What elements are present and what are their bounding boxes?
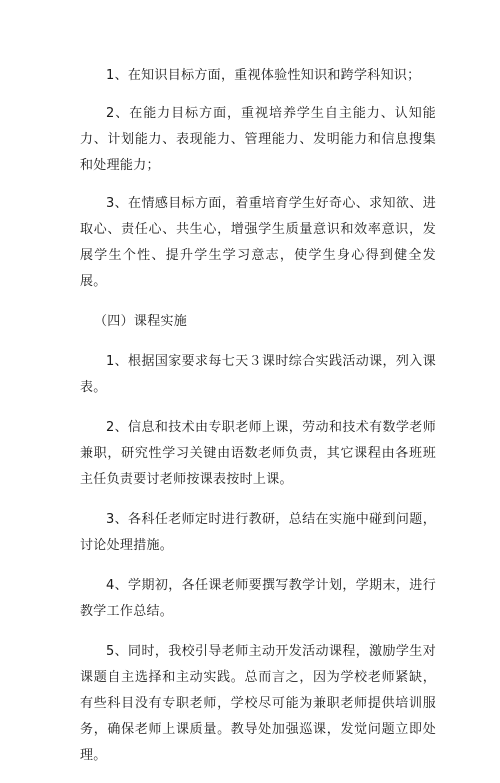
paragraph-emotion-goal: 3、在情感目标方面，着重培育学生好奇心、求知欲、进取心、责任心、共生心，增强学生质量意识和效率意识，发展学生个性、提升学生学习意志，使学生身心得到健全发展。 <box>80 196 436 289</box>
paragraph-knowledge-goal: 1、在知识目标方面，重视体验性知识和跨学科知识； <box>106 68 421 83</box>
paragraph-ability-goal: 2、在能力目标方面，重视培养学生自主能力、认知能力、计划能力、表现能力、管理能力、发明能力和信息搜集和处理能力； <box>80 106 436 173</box>
paragraph-teaching-research: 3、各科任老师定时进行教研，总结在实施中碰到问题，讨论处理措施。 <box>80 512 436 553</box>
paragraph-teaching-plan: 4、学期初，各任课老师要撰写教学计划，学期末，进行教学工作总结。 <box>80 578 436 619</box>
section-heading-course-implementation: （四）课程实施 <box>94 314 188 329</box>
document-body <box>80 63 436 783</box>
paragraph-teacher-assignment: 2、信息和技术由专职老师上课，劳动和技术有数学老师兼职，研究性学习关键由语数老师负责，其它课程由各班班主任负责要讨老师按课表按时上课。 <box>80 420 436 487</box>
paragraph-class-schedule: 1、根据国家要求每七天３课时综合实践活动课，列入课表。 <box>80 354 436 395</box>
paragraph-course-development: 5、同时，我校引导老师主动开发活动课程，激励学生对课题自主选择和主动实践。总而言之，因为学校老师紧缺，有些科目没有专职老师，学校尽可能为兼职老师提供培训服务，确保老师上课质量。教导处加强巡课，发觉问题立即处理。 <box>80 644 436 763</box>
